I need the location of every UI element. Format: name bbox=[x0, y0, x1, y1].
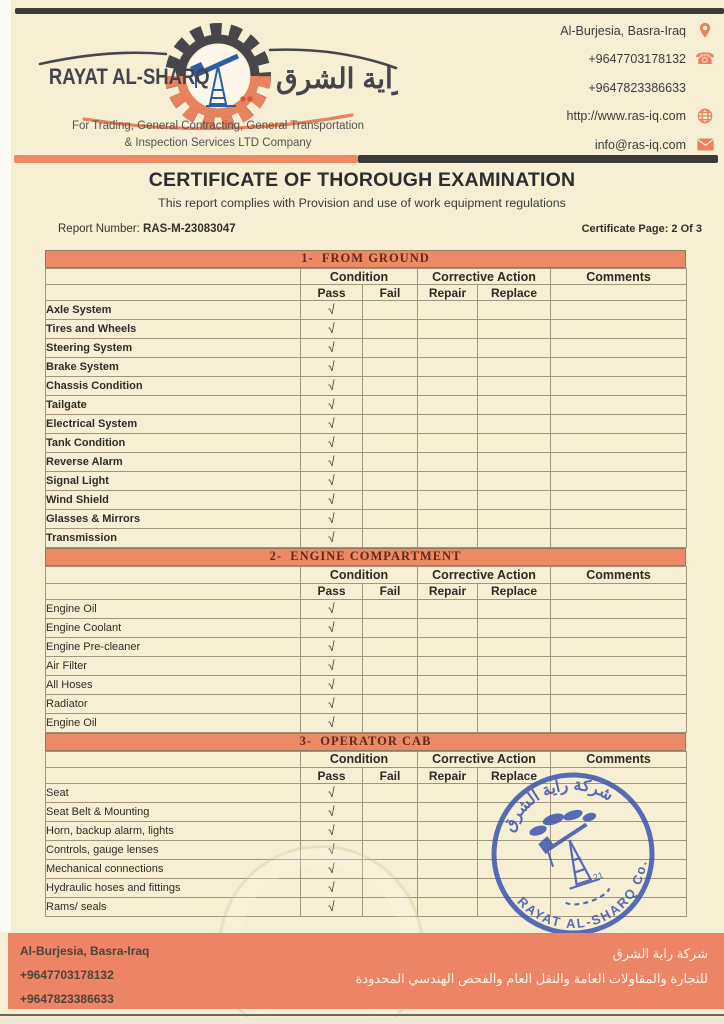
fail-cell bbox=[363, 784, 418, 803]
item-label-cell: Seat Belt & Mounting bbox=[46, 803, 301, 822]
footer-company-ar-desc: للتجارة والمقاولات العامة والنقل العام والفحص الهندسي المحدودة bbox=[355, 971, 708, 986]
repair-cell bbox=[418, 618, 478, 637]
item-header-cell bbox=[46, 751, 301, 767]
fail-header: Fail bbox=[363, 583, 418, 599]
check-mark: √ bbox=[327, 473, 336, 489]
bottom-rule-line bbox=[0, 1014, 724, 1016]
tagline-line2: & Inspection Services LTD Company bbox=[124, 137, 312, 149]
replace-header: Replace bbox=[478, 285, 551, 301]
repair-cell bbox=[418, 320, 478, 339]
contact-phone2 bbox=[385, 79, 715, 96]
report-number-value: RAS-M-23083047 bbox=[143, 223, 236, 235]
repair-cell bbox=[418, 713, 478, 732]
check-mark: √ bbox=[327, 695, 336, 712]
check-mark: √ bbox=[327, 397, 336, 413]
pass-header: Pass bbox=[301, 583, 363, 599]
certificate-page-label: Certificate Page: 2 Of 3 bbox=[581, 223, 702, 235]
fail-cell bbox=[363, 675, 418, 694]
report-info-row bbox=[58, 223, 702, 235]
table-row bbox=[46, 656, 687, 675]
check-mark: √ bbox=[327, 841, 336, 858]
replace-cell bbox=[478, 301, 551, 320]
repair-cell bbox=[418, 396, 478, 415]
pass-cell bbox=[301, 784, 363, 803]
svg-text:21: 21 bbox=[591, 870, 605, 883]
pass-cell bbox=[301, 713, 363, 732]
fail-cell bbox=[363, 377, 418, 396]
table-row bbox=[46, 599, 687, 618]
item-label-cell: Reverse Alarm bbox=[46, 453, 301, 472]
check-mark: √ bbox=[327, 321, 336, 337]
footer-contact-block bbox=[20, 939, 149, 1011]
repair-cell bbox=[418, 841, 478, 860]
replace-cell bbox=[478, 320, 551, 339]
stamp-latin-text: RAYAT AL-SHARQ Co. bbox=[514, 858, 650, 932]
section-title-1: 1- FROM GROUND bbox=[45, 250, 686, 268]
footer-arabic-block bbox=[356, 941, 709, 991]
fail-cell bbox=[363, 301, 418, 320]
check-mark: √ bbox=[327, 714, 336, 731]
comments-subheader-cell bbox=[551, 583, 687, 599]
inspection-table-1 bbox=[45, 268, 687, 548]
repair-cell bbox=[418, 599, 478, 618]
table-header-group-row bbox=[46, 567, 687, 583]
item-label-cell: Axle System bbox=[46, 301, 301, 320]
table-row bbox=[46, 675, 687, 694]
pass-header: Pass bbox=[301, 285, 363, 301]
fail-cell bbox=[363, 415, 418, 434]
stamp-arabic-text: شركة راية الشرق bbox=[500, 776, 616, 835]
fail-cell bbox=[363, 803, 418, 822]
brand-ar-text: راية الشرق bbox=[276, 63, 398, 94]
check-mark: √ bbox=[327, 657, 336, 674]
comments-cell bbox=[551, 377, 687, 396]
pass-cell bbox=[301, 675, 363, 694]
contact-phone1-text: +9647703178132 bbox=[588, 52, 686, 66]
repair-header: Repair bbox=[418, 285, 478, 301]
replace-cell bbox=[478, 434, 551, 453]
item-header-cell bbox=[46, 269, 301, 285]
replace-cell bbox=[478, 377, 551, 396]
check-mark: √ bbox=[327, 898, 336, 915]
check-mark: √ bbox=[327, 530, 336, 546]
comments-subheader-cell bbox=[551, 285, 687, 301]
replace-cell bbox=[478, 599, 551, 618]
repair-header: Repair bbox=[418, 767, 478, 783]
fail-cell bbox=[363, 396, 418, 415]
empty-icon-slot bbox=[695, 79, 715, 96]
table-row bbox=[46, 491, 687, 510]
replace-cell bbox=[478, 415, 551, 434]
certificate-subtitle: This report complies with Provision and use of work equipment regulations bbox=[158, 196, 566, 210]
report-number-group bbox=[58, 223, 236, 235]
contact-email-text: info@ras-iq.com bbox=[594, 137, 686, 152]
item-label-cell: Chassis Condition bbox=[46, 377, 301, 396]
comments-cell bbox=[551, 358, 687, 377]
comments-cell bbox=[551, 396, 687, 415]
pass-cell bbox=[301, 637, 363, 656]
comments-cell bbox=[551, 675, 687, 694]
check-mark: √ bbox=[327, 600, 336, 617]
replace-header: Replace bbox=[478, 767, 551, 783]
item-label-cell: Radiator bbox=[46, 694, 301, 713]
repair-cell bbox=[418, 301, 478, 320]
fail-cell bbox=[363, 656, 418, 675]
check-mark: √ bbox=[327, 454, 336, 470]
repair-header: Repair bbox=[418, 583, 478, 599]
corrective-action-header: Corrective Action bbox=[418, 567, 551, 583]
check-mark: √ bbox=[327, 416, 336, 432]
contact-list bbox=[385, 22, 715, 165]
item-label-cell: Engine Oil bbox=[46, 599, 301, 618]
repair-cell bbox=[418, 803, 478, 822]
pass-cell bbox=[301, 415, 363, 434]
fail-cell bbox=[363, 434, 418, 453]
table-row bbox=[46, 713, 687, 732]
item-label-cell: Engine Pre-cleaner bbox=[46, 637, 301, 656]
replace-header: Replace bbox=[478, 583, 551, 599]
section-title-3: 3- OPERATOR CAB bbox=[45, 733, 686, 751]
comments-cell bbox=[551, 618, 687, 637]
fail-cell bbox=[363, 320, 418, 339]
brand-en-text: RAYAT AL-SHARQ bbox=[48, 65, 210, 90]
contact-address bbox=[385, 22, 715, 39]
footer-band bbox=[8, 933, 724, 1009]
pass-cell bbox=[301, 510, 363, 529]
table-row bbox=[46, 415, 687, 434]
check-mark: √ bbox=[327, 784, 336, 801]
comments-cell bbox=[551, 713, 687, 732]
table-header-group-row bbox=[46, 269, 687, 285]
condition-header: Condition bbox=[301, 567, 418, 583]
footer-phone2: +9647823386633 bbox=[20, 992, 114, 1006]
replace-cell bbox=[478, 713, 551, 732]
company-tagline bbox=[18, 118, 418, 152]
replace-cell bbox=[478, 358, 551, 377]
pass-cell bbox=[301, 396, 363, 415]
repair-cell bbox=[418, 784, 478, 803]
pass-cell bbox=[301, 320, 363, 339]
table-row bbox=[46, 434, 687, 453]
company-stamp bbox=[487, 768, 659, 940]
fail-cell bbox=[363, 510, 418, 529]
item-subheader-cell bbox=[46, 583, 301, 599]
item-subheader-cell bbox=[46, 285, 301, 301]
divider-dark-bar bbox=[358, 155, 718, 163]
item-label-cell: Controls, gauge lenses bbox=[46, 841, 301, 860]
fail-cell bbox=[363, 472, 418, 491]
table-row bbox=[46, 339, 687, 358]
pass-cell bbox=[301, 599, 363, 618]
comments-cell bbox=[551, 529, 687, 548]
comments-header: Comments bbox=[551, 751, 687, 767]
table-row bbox=[46, 396, 687, 415]
item-subheader-cell bbox=[46, 767, 301, 783]
fail-cell bbox=[363, 599, 418, 618]
contact-phone1 bbox=[385, 51, 715, 68]
repair-cell bbox=[418, 822, 478, 841]
inspection-table-2 bbox=[45, 566, 687, 732]
contact-website-text: http://www.ras-iq.com bbox=[566, 109, 686, 123]
item-header-cell bbox=[46, 567, 301, 583]
item-label-cell: Electrical System bbox=[46, 415, 301, 434]
repair-cell bbox=[418, 472, 478, 491]
comments-cell bbox=[551, 339, 687, 358]
contact-email bbox=[385, 136, 715, 153]
fail-cell bbox=[363, 618, 418, 637]
footer-company-ar: شركة راية الشرق bbox=[612, 946, 708, 961]
table-row bbox=[46, 637, 687, 656]
condition-header: Condition bbox=[301, 751, 418, 767]
fail-header: Fail bbox=[363, 285, 418, 301]
corrective-action-header: Corrective Action bbox=[418, 269, 551, 285]
repair-cell bbox=[418, 694, 478, 713]
check-mark: √ bbox=[327, 803, 336, 820]
replace-cell bbox=[478, 453, 551, 472]
section-title-2: 2- ENGINE COMPARTMENT bbox=[45, 548, 686, 566]
check-mark: √ bbox=[327, 302, 336, 318]
footer-address: Al-Burjesia, Basra-Iraq bbox=[20, 944, 150, 958]
repair-cell bbox=[418, 377, 478, 396]
contact-website bbox=[385, 108, 715, 125]
report-number-label: Report Number: bbox=[58, 223, 140, 235]
fail-cell bbox=[363, 713, 418, 732]
table-row bbox=[46, 453, 687, 472]
fail-cell bbox=[363, 529, 418, 548]
fail-cell bbox=[363, 822, 418, 841]
pass-cell bbox=[301, 822, 363, 841]
comments-cell bbox=[551, 491, 687, 510]
check-mark: √ bbox=[327, 492, 336, 508]
replace-cell bbox=[478, 618, 551, 637]
item-label-cell: Transmission bbox=[46, 529, 301, 548]
replace-cell bbox=[478, 529, 551, 548]
pass-cell bbox=[301, 656, 363, 675]
replace-cell bbox=[478, 675, 551, 694]
item-label-cell: Tires and Wheels bbox=[46, 320, 301, 339]
table-header-sub-row bbox=[46, 583, 687, 599]
item-label-cell: Mechanical connections bbox=[46, 860, 301, 879]
pass-cell bbox=[301, 491, 363, 510]
pass-cell bbox=[301, 377, 363, 396]
comments-cell bbox=[551, 656, 687, 675]
item-label-cell: Glasses & Mirrors bbox=[46, 510, 301, 529]
repair-cell bbox=[418, 510, 478, 529]
comments-cell bbox=[551, 599, 687, 618]
item-label-cell: Engine Oil bbox=[46, 713, 301, 732]
table-row bbox=[46, 510, 687, 529]
repair-cell bbox=[418, 339, 478, 358]
check-mark: √ bbox=[327, 879, 336, 896]
replace-cell bbox=[478, 472, 551, 491]
item-label-cell: Hydraulic hoses and fittings bbox=[46, 879, 301, 898]
pass-cell bbox=[301, 301, 363, 320]
repair-cell bbox=[418, 453, 478, 472]
fail-header: Fail bbox=[363, 767, 418, 783]
repair-cell bbox=[418, 637, 478, 656]
table-row bbox=[46, 694, 687, 713]
comments-cell bbox=[551, 472, 687, 491]
item-label-cell: Brake System bbox=[46, 358, 301, 377]
item-label-cell: Engine Coolant bbox=[46, 618, 301, 637]
comments-cell bbox=[551, 453, 687, 472]
table-header-group-row bbox=[46, 751, 687, 767]
comments-cell bbox=[551, 434, 687, 453]
comments-cell bbox=[551, 301, 687, 320]
table-row bbox=[46, 377, 687, 396]
replace-cell bbox=[478, 339, 551, 358]
replace-cell bbox=[478, 510, 551, 529]
table-header-sub-row bbox=[46, 285, 687, 301]
repair-cell bbox=[418, 529, 478, 548]
table-row bbox=[46, 320, 687, 339]
pass-cell bbox=[301, 803, 363, 822]
condition-header: Condition bbox=[301, 269, 418, 285]
comments-cell bbox=[551, 320, 687, 339]
comments-header: Comments bbox=[551, 567, 687, 583]
check-mark: √ bbox=[327, 860, 336, 877]
scan-left-margin bbox=[0, 0, 11, 932]
pass-cell bbox=[301, 472, 363, 491]
check-mark: √ bbox=[327, 619, 336, 636]
pass-cell bbox=[301, 618, 363, 637]
table-row bbox=[46, 301, 687, 320]
table-row bbox=[46, 618, 687, 637]
pass-cell bbox=[301, 434, 363, 453]
item-label-cell: Horn, backup alarm, lights bbox=[46, 822, 301, 841]
location-pin-icon bbox=[695, 22, 715, 39]
pass-cell bbox=[301, 453, 363, 472]
repair-cell bbox=[418, 898, 478, 917]
fail-cell bbox=[363, 358, 418, 377]
comments-cell bbox=[551, 510, 687, 529]
table-row bbox=[46, 358, 687, 377]
stamp-seal-icon bbox=[487, 768, 659, 940]
contact-address-text: Al-Burjesia, Basra-Iraq bbox=[560, 23, 686, 38]
repair-cell bbox=[418, 358, 478, 377]
certificate-title: CERTIFICATE OF THOROUGH EXAMINATION bbox=[148, 169, 576, 191]
comments-header: Comments bbox=[551, 269, 687, 285]
pass-cell bbox=[301, 529, 363, 548]
contact-phone2-text: +9647823386633 bbox=[588, 80, 686, 95]
repair-cell bbox=[418, 860, 478, 879]
replace-cell bbox=[478, 694, 551, 713]
item-label-cell: Seat bbox=[46, 784, 301, 803]
item-label-cell: Rams/ seals bbox=[46, 898, 301, 917]
envelope-icon bbox=[695, 136, 715, 153]
item-label-cell: Tailgate bbox=[46, 396, 301, 415]
scan-bottom-margin bbox=[0, 1017, 724, 1024]
fail-cell bbox=[363, 453, 418, 472]
comments-cell bbox=[551, 637, 687, 656]
fail-cell bbox=[363, 339, 418, 358]
item-label-cell: Steering System bbox=[46, 339, 301, 358]
repair-cell bbox=[418, 415, 478, 434]
check-mark: √ bbox=[327, 340, 336, 356]
item-label-cell: Air Filter bbox=[46, 656, 301, 675]
comments-cell bbox=[551, 694, 687, 713]
pass-cell bbox=[301, 694, 363, 713]
item-label-cell: Tank Condition bbox=[46, 434, 301, 453]
check-mark: √ bbox=[327, 435, 336, 451]
fail-cell bbox=[363, 694, 418, 713]
repair-cell bbox=[418, 675, 478, 694]
item-label-cell: Wind Shield bbox=[46, 491, 301, 510]
replace-cell bbox=[478, 637, 551, 656]
item-label-cell: All Hoses bbox=[46, 675, 301, 694]
table-row bbox=[46, 472, 687, 491]
phone-icon: ☎ bbox=[695, 49, 715, 68]
footer-phone1: +9647703178132 bbox=[20, 968, 114, 982]
check-mark: √ bbox=[327, 676, 336, 693]
tagline-line1: For Trading, General Contracting, General Transportation bbox=[71, 120, 365, 132]
repair-cell bbox=[418, 434, 478, 453]
replace-cell bbox=[478, 491, 551, 510]
globe-icon bbox=[695, 108, 715, 125]
check-mark: √ bbox=[327, 511, 336, 527]
check-mark: √ bbox=[327, 378, 336, 394]
check-mark: √ bbox=[327, 822, 336, 839]
pass-header: Pass bbox=[301, 767, 363, 783]
fail-cell bbox=[363, 491, 418, 510]
pass-cell bbox=[301, 358, 363, 377]
replace-cell bbox=[478, 656, 551, 675]
repair-cell bbox=[418, 879, 478, 898]
check-mark: √ bbox=[327, 638, 336, 655]
table-row bbox=[46, 529, 687, 548]
check-mark: √ bbox=[327, 359, 336, 375]
repair-cell bbox=[418, 491, 478, 510]
fail-cell bbox=[363, 637, 418, 656]
item-label-cell: Signal Light bbox=[46, 472, 301, 491]
fail-cell bbox=[363, 841, 418, 860]
divider-salmon-bar bbox=[14, 155, 358, 163]
repair-cell bbox=[418, 656, 478, 675]
comments-cell bbox=[551, 415, 687, 434]
replace-cell bbox=[478, 396, 551, 415]
pass-cell bbox=[301, 339, 363, 358]
corrective-action-header: Corrective Action bbox=[418, 751, 551, 767]
